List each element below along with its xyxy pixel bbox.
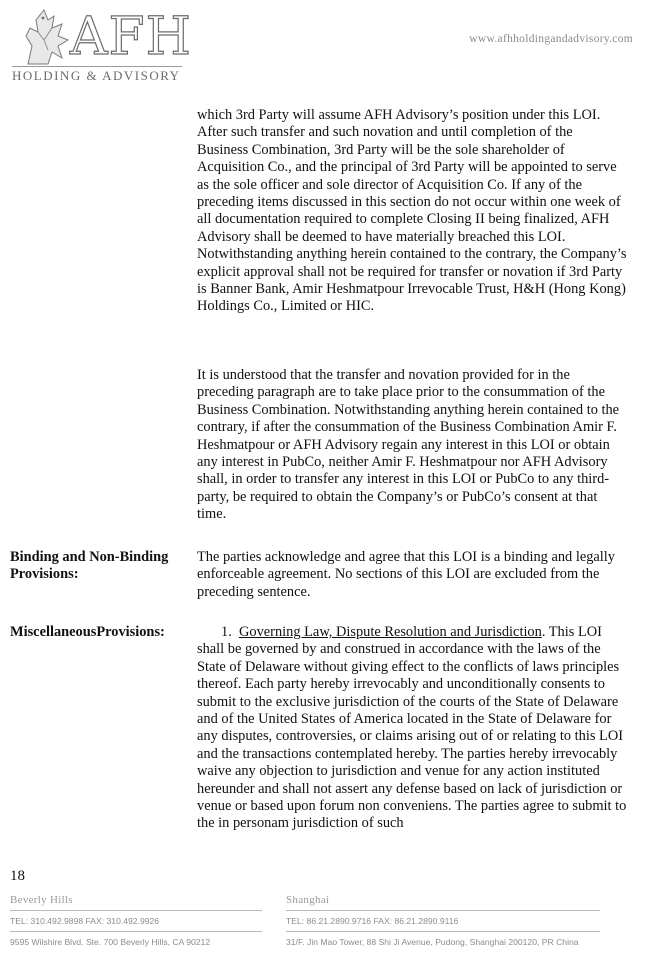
section-label-miscellaneous: MiscellaneousProvisions: <box>10 624 165 640</box>
clause-heading: Governing Law, Dispute Resolution and Jurisdiction <box>239 624 542 640</box>
office-city: Beverly Hills <box>10 894 73 906</box>
griffin-emblem-icon <box>18 6 74 68</box>
paragraph-governing-law <box>197 624 627 833</box>
company-logo <box>10 6 192 83</box>
logo-subtitle: HOLDING & ADVISORY <box>12 68 181 83</box>
office-address: 31/F. Jin Mao Tower, 88 Shi Ji Avenue, Pudong, Shanghai 200120, PR China <box>286 937 579 947</box>
list-number: 1. <box>221 624 232 640</box>
paragraph-transfer: which 3rd Party will assume AFH Advisory’s position under this LOI. After such transfer and such novation and until completion of the Business Combination, 3rd Party will be the sole shareholder of Acquisition Co., and the principal of 3rd Party will be appointed to serve as the sole officer and sole director of Acquisition Co. If any of the preceding items discussed in this section do not occur within one week of all documentation required to complete Closing II being finalized, AFH Advisory shall be deemed to have materially breached this LOI. Notwithstanding anything herein contained to the contrary, the Company’s explicit approval shall not be required for transfer or novation if 3rd Party is Banner Bank, Amir Heshmatpour Irrevocable Trust, H&H (Hong Kong) Holdings Co., Limited or HIC. <box>197 107 627 315</box>
footer-office-left <box>10 894 262 952</box>
paragraph-novation: It is understood that the transfer and novation provided for in the preceding paragraph are to take place prior to the consummation of the Business Combination. Notwithstanding anything herein contained to the contrary, if after the consummation of the Business Combination Amir F. Heshmatpour or AFH Advisory regain any interest in this LOI or obtain any interest in PubCo, neither Amir F. Heshmatpour nor AFH Advisory shall, in order to transfer any interest in this LOI or PubCo to any third-party, be required to obtain the Company’s or PubCo’s consent at that time. <box>197 367 620 523</box>
office-phone: TEL: 310.492.9898 FAX: 310.492.9926 <box>10 916 160 926</box>
paragraph-binding: The parties acknowledge and agree that this LOI is a binding and legally enforceable agreement. No sections of this LOI are excluded from the preceding sentence. <box>197 549 615 600</box>
website-url: www.afhholdingandadvisory.com <box>469 33 633 45</box>
office-phone: TEL: 86.21.2890.9716 FAX: 86.21.2890.9116 <box>286 916 459 926</box>
section-label-binding: Binding and Non-Binding Provisions: <box>10 549 169 583</box>
page-number: 18 <box>10 868 25 884</box>
clause-text: . This LOI shall be governed by and construed in accordance with the laws of the State of Delaware without giving effect to the conflicts of laws principles thereof. Each party hereby irrevocably and unconditionally consents to submit to the exclusive jurisdiction of the courts of the State of Delaware and of the United States of America located in the State of Delaware for any disputes, controversies, or claims arising out of or relating to this LOI and the transactions contemplated hereby. The parties hereby irrevocably waive any objection to jurisdiction and venue for any action instituted hereunder and shall not assert any defense based on lack of jurisdiction or venue or based upon forum non conveniens. The parties agree to submit to the in personam jurisdiction of such <box>197 624 627 832</box>
office-city: Shanghai <box>286 894 330 906</box>
logo-wordmark: AFH <box>70 7 192 67</box>
footer-office-right <box>286 894 600 952</box>
office-address: 9595 Wilshire Blvd. Ste. 700 Beverly Hills, CA 90212 <box>10 937 211 947</box>
